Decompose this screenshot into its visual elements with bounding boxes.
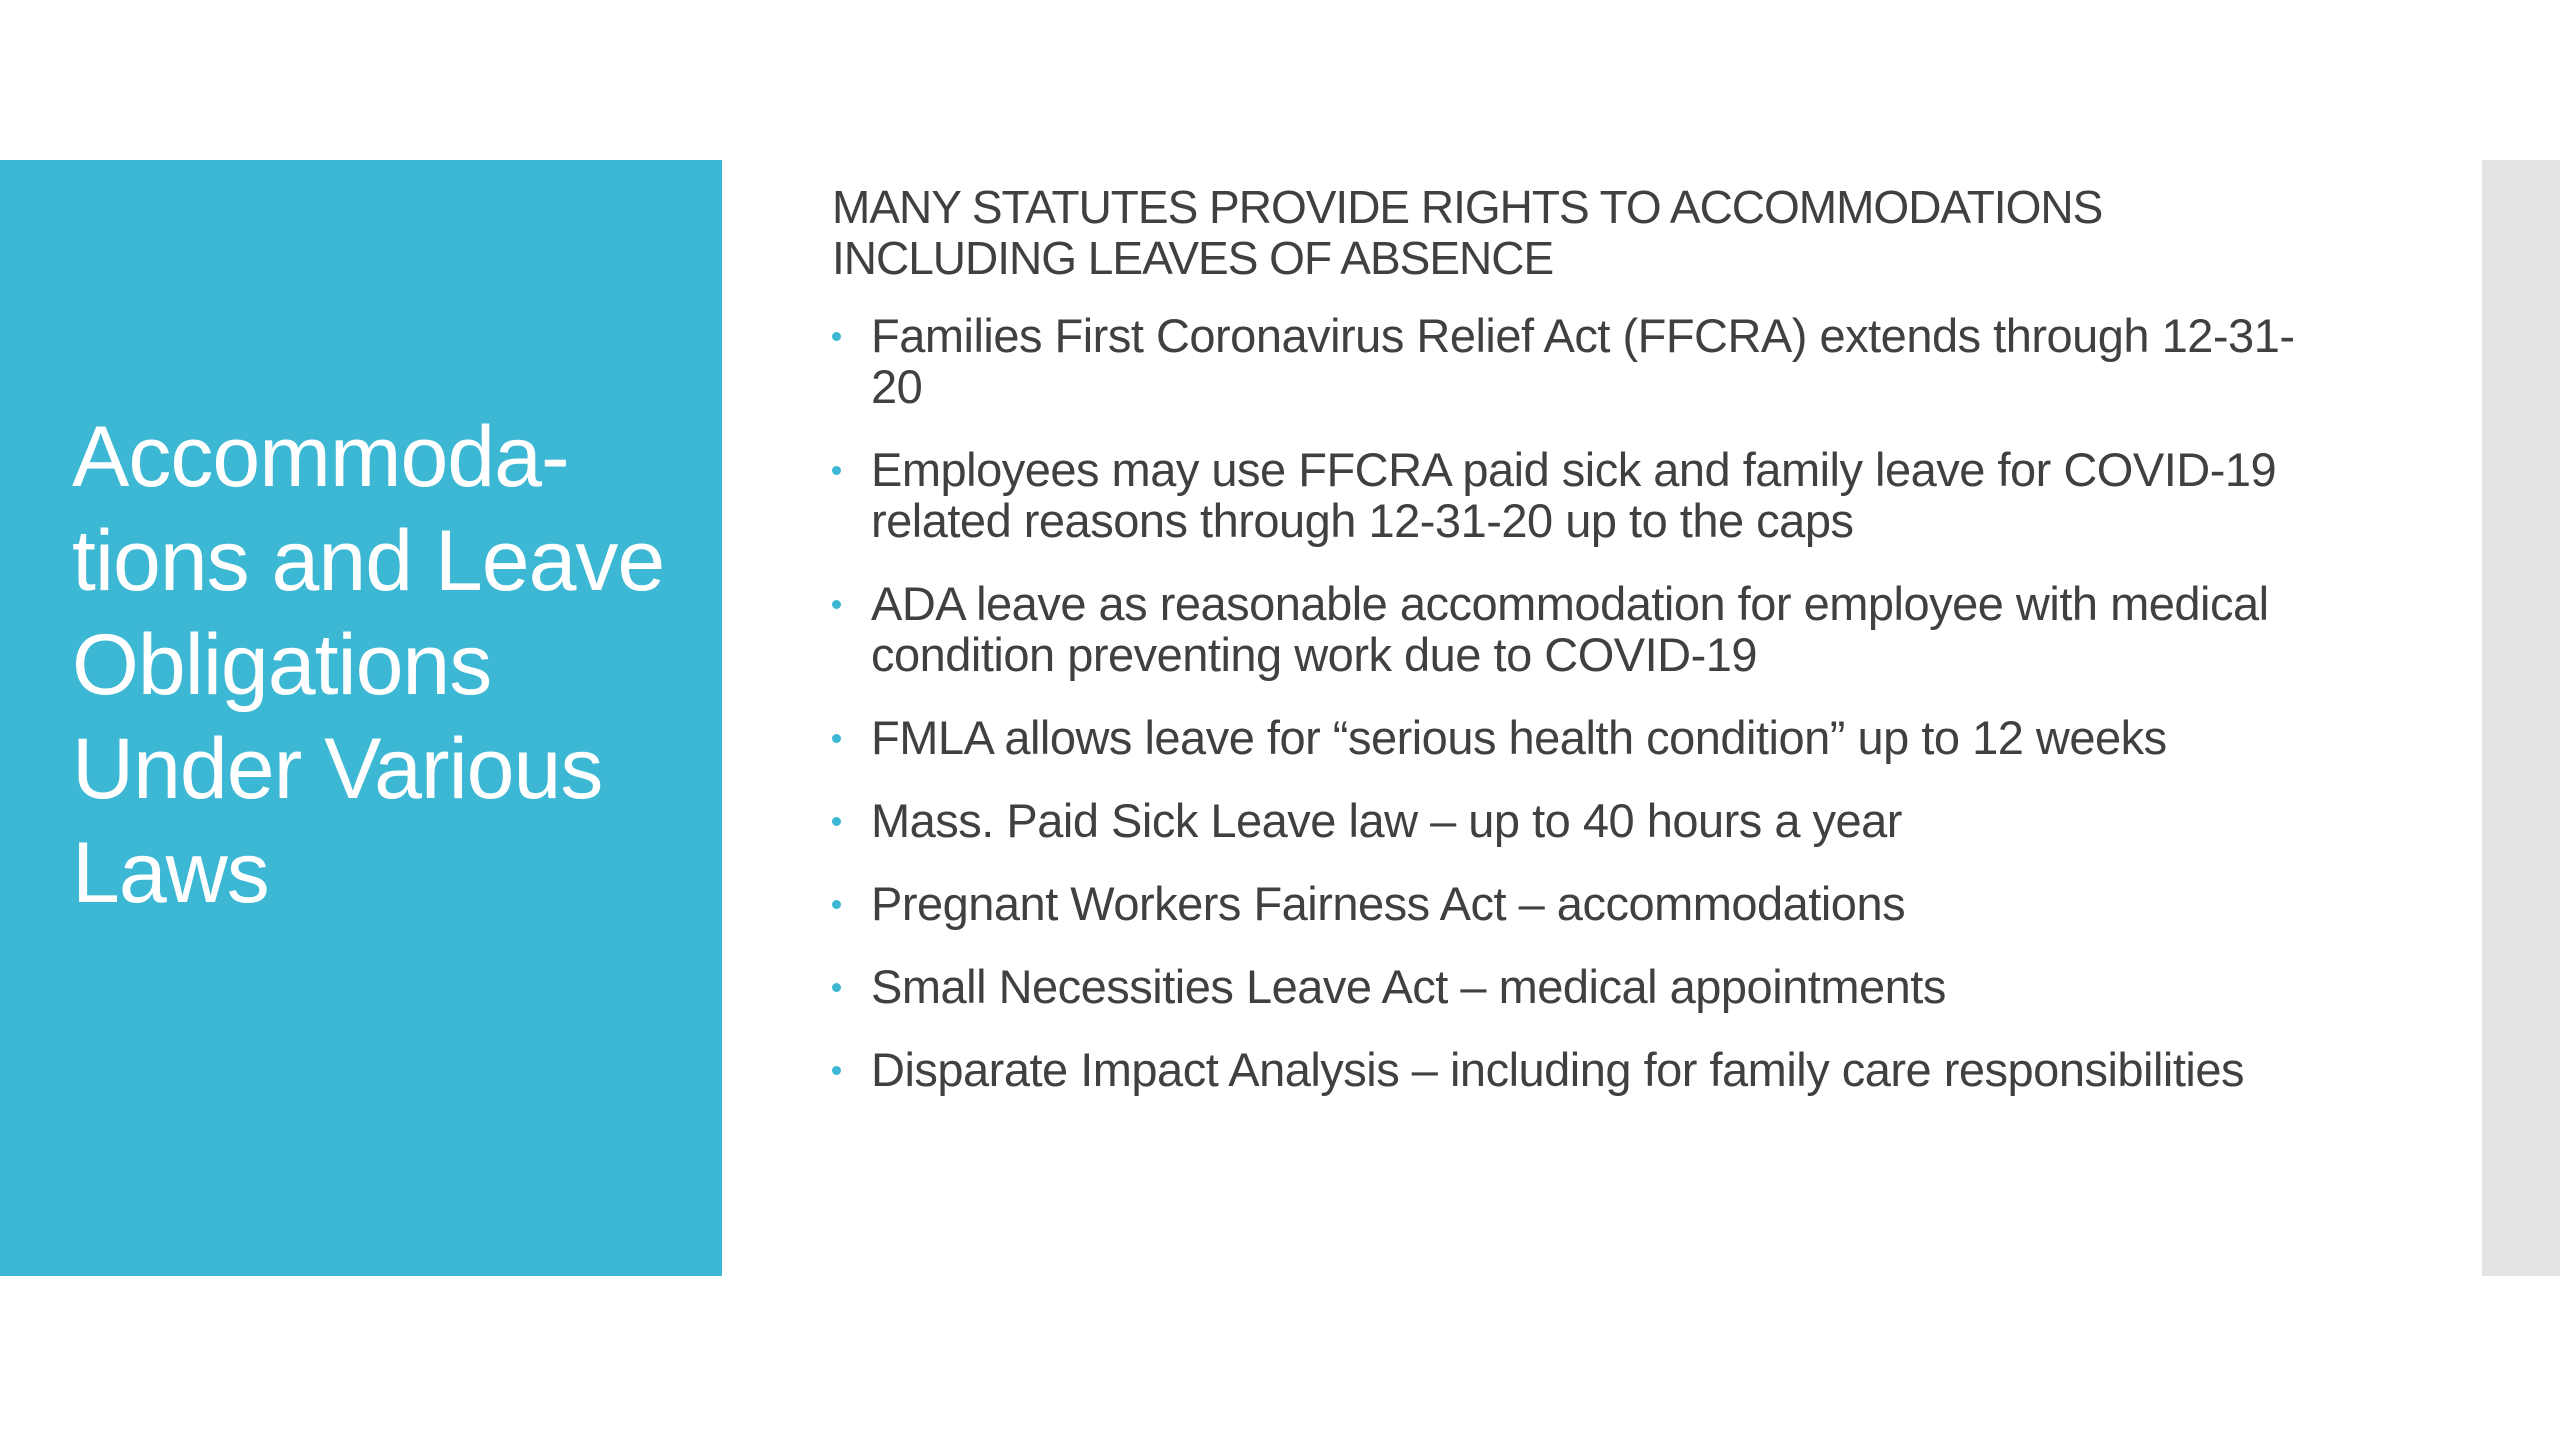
bullet-text: ADA leave as reasonable accommodation for employee with medical condition preventing work due to COVID-19 <box>871 577 2269 681</box>
section-heading-line-2: INCLUDING LEAVES OF ABSENCE <box>832 232 1554 284</box>
bullet-text: Disparate Impact Analysis – including for family care responsibilities <box>871 1043 2245 1096</box>
bullet-text: Families First Coronavirus Relief Act (FFCRA) extends through 12-31-20 <box>871 309 2295 413</box>
dot-bullet-icon <box>832 1066 841 1075</box>
bullet-item <box>832 1044 2312 1095</box>
dot-bullet-icon <box>832 983 841 992</box>
bullet-text: Mass. Paid Sick Leave law – up to 40 hours a year <box>871 794 1902 847</box>
section-heading <box>832 182 2312 284</box>
bullet-text: Small Necessities Leave Act – medical appointments <box>871 960 1946 1013</box>
content-area <box>832 182 2312 1127</box>
bullet-item <box>832 444 2312 546</box>
dot-bullet-icon <box>832 900 841 909</box>
bullet-item <box>832 310 2312 412</box>
section-heading-line-1: MANY STATUTES PROVIDE RIGHTS TO ACCOMMODATIONS <box>832 181 2103 233</box>
slide-title: Accommoda-tions and Leave Obligations Under Various Laws <box>72 409 665 921</box>
dot-bullet-icon <box>832 600 841 609</box>
bullet-item <box>832 795 2312 846</box>
bullet-list <box>832 310 2312 1095</box>
dot-bullet-icon <box>832 466 841 475</box>
bullet-text: Employees may use FFCRA paid sick and family leave for COVID-19 related reasons through 12-31-20 up to the caps <box>871 443 2277 547</box>
dot-bullet-icon <box>832 817 841 826</box>
bullet-item <box>832 712 2312 763</box>
dot-bullet-icon <box>832 332 841 341</box>
bullet-text: Pregnant Workers Fairness Act – accommodations <box>871 877 1906 930</box>
bullet-item <box>832 961 2312 1012</box>
right-side-strip <box>2482 160 2560 1276</box>
bullet-item <box>832 578 2312 680</box>
bullet-item <box>832 878 2312 929</box>
bullet-text: FMLA allows leave for “serious health condition” up to 12 weeks <box>871 711 2167 764</box>
dot-bullet-icon <box>832 734 841 743</box>
